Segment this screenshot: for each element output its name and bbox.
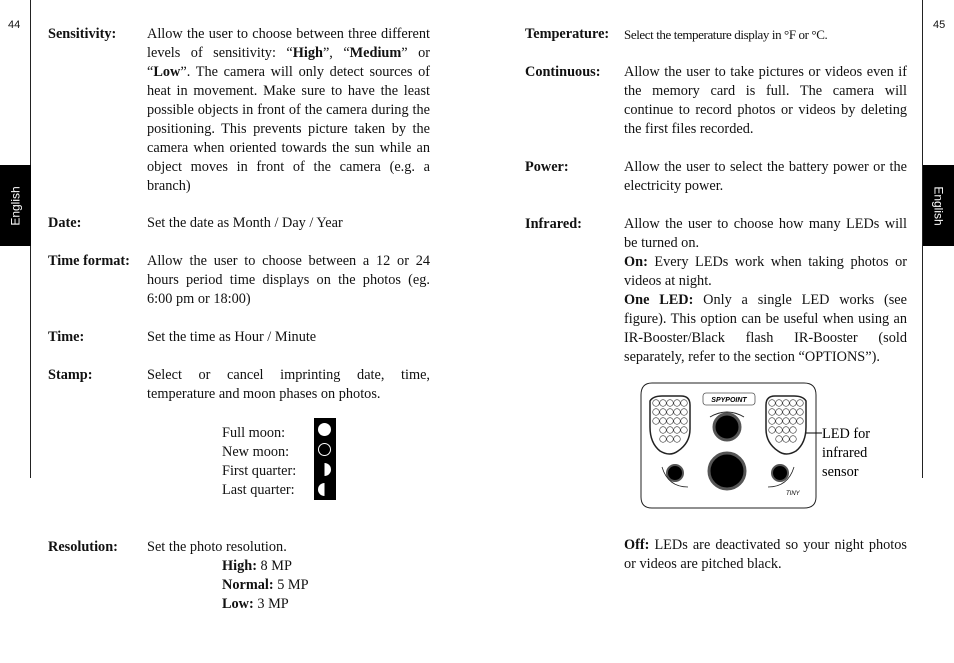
led-dot	[674, 418, 681, 425]
led-dot	[667, 427, 674, 434]
camera-front-figure	[638, 381, 882, 516]
led-dot	[660, 427, 667, 434]
date-desc: Set the date as Month / Day / Year	[147, 215, 343, 231]
lens-top-icon	[714, 414, 740, 440]
led-dot	[681, 400, 688, 407]
led-dot	[776, 418, 783, 425]
first-quarter-label: First quarter:	[222, 463, 297, 479]
led-dot	[681, 427, 688, 434]
led-dot	[790, 409, 797, 416]
continuous-entry	[525, 63, 907, 139]
led-dot	[790, 436, 797, 443]
led-dot	[776, 427, 783, 434]
led-dot	[776, 409, 783, 416]
moon-icons-strip	[314, 418, 336, 500]
callout-text-1: LED for	[822, 426, 871, 442]
resolution-low: Low: 3 MP	[222, 596, 289, 612]
led-dot	[797, 409, 804, 416]
off-desc: Off: LEDs are deactivated so your night photos or videos are pitched black.	[624, 537, 907, 572]
new-moon-icon	[318, 443, 331, 456]
moon-phase-list	[222, 424, 296, 500]
led-dot	[769, 418, 776, 425]
time-desc: Set the time as Hour / Minute	[147, 329, 317, 345]
temperature-desc: Select the temperature display in °F or °C.	[624, 27, 828, 42]
led-dot	[653, 400, 660, 407]
stamp-desc: Select or cancel imprinting date, time, temperature and moon phases on photos.	[147, 367, 430, 402]
led-dot	[790, 418, 797, 425]
infrared-desc: Allow the user to choose how many LEDs will be turned on.	[624, 216, 907, 251]
off-entry	[624, 536, 907, 574]
stamp-term: Stamp:	[48, 367, 93, 383]
led-dot	[783, 418, 790, 425]
led-dot	[783, 436, 790, 443]
led-dot	[783, 427, 790, 434]
language-tab-right: English	[923, 165, 954, 246]
infrared-entry	[525, 215, 907, 367]
camera-illustration	[638, 381, 882, 511]
temperature-entry	[525, 25, 907, 44]
brand-logo-text: SPYPOINT	[711, 397, 747, 404]
resolution-high: High: 8 MP	[222, 558, 292, 574]
last-quarter-moon-icon	[318, 483, 331, 496]
light-sensor-left-icon	[667, 465, 683, 481]
led-dot	[667, 400, 674, 407]
power-desc: Allow the user to select the battery power or the electricity power.	[624, 159, 907, 194]
led-dot	[797, 400, 804, 407]
infrared-on-desc: On: Every LEDs work when taking photos or videos at night.	[624, 254, 907, 289]
date-entry	[48, 214, 430, 233]
page-number-right: 45	[933, 19, 946, 31]
time-format-desc: Allow the user to choose between a 12 or 24 hours period time displays on the photos (eg. 6:00 pm or 18:00)	[147, 253, 430, 307]
time-format-term: Time format:	[48, 253, 130, 269]
led-dot	[667, 436, 674, 443]
full-moon-label: Full moon:	[222, 425, 286, 441]
led-dot	[769, 400, 776, 407]
resolution-term: Resolution:	[48, 539, 118, 555]
led-dot	[653, 418, 660, 425]
callout-text-2: infrared	[822, 445, 868, 461]
resolution-desc: Set the photo resolution.	[147, 539, 287, 555]
sensitivity-desc: Allow the user to choose between three different levels of sensitivity: “High”, “Medium” or “Low”. The camera will only detect sources of heat in movement. Make sure to have the least possible objects in front of the camera during the positioning. This prevents picture taken by the camera when oriented towards the sun while an object moves in front of the camera (e.g. a branch)	[147, 26, 431, 194]
led-dot	[660, 409, 667, 416]
light-sensor-right-icon	[772, 465, 788, 481]
led-dot	[776, 400, 783, 407]
led-dot	[769, 427, 776, 434]
time-format-entry	[48, 252, 430, 309]
date-term: Date:	[48, 215, 82, 231]
sensitivity-term: Sensitivity:	[48, 26, 117, 42]
led-dot	[769, 409, 776, 416]
power-term: Power:	[525, 159, 569, 175]
model-label: TINY	[786, 491, 800, 497]
resolution-normal: Normal: 5 MP	[222, 577, 309, 593]
time-term: Time:	[48, 329, 85, 345]
temperature-term: Temperature:	[525, 26, 610, 42]
callout-text-3: sensor	[822, 464, 859, 480]
led-dot	[681, 409, 688, 416]
language-tab-left: English	[0, 165, 31, 246]
continuous-term: Continuous:	[525, 64, 601, 80]
led-dot	[674, 400, 681, 407]
led-dot	[790, 400, 797, 407]
led-dot	[667, 418, 674, 425]
led-dot	[681, 418, 688, 425]
last-quarter-label: Last quarter:	[222, 482, 295, 498]
led-dot	[660, 400, 667, 407]
infrared-one-led-desc: One LED: Only a single LED works (see figure). This option can be useful when using an IR-Booster/Black flash IR-Booster (sold separately, refer to the section “OPTIONS”).	[624, 292, 907, 365]
new-moon-label: New moon:	[222, 444, 290, 460]
resolution-entry	[48, 538, 430, 614]
led-dot	[674, 427, 681, 434]
led-dot	[776, 436, 783, 443]
motion-sensor-icon	[709, 453, 745, 489]
led-dot	[660, 418, 667, 425]
led-dot	[653, 409, 660, 416]
full-moon-icon	[318, 423, 331, 436]
power-entry	[525, 158, 907, 196]
first-quarter-moon-icon	[318, 463, 331, 476]
led-dot	[674, 436, 681, 443]
page-number-left: 44	[8, 19, 21, 31]
led-dot	[783, 409, 790, 416]
led-dot	[667, 409, 674, 416]
led-dot	[674, 409, 681, 416]
stamp-entry	[48, 366, 430, 404]
led-dot	[790, 427, 797, 434]
infrared-term: Infrared:	[525, 216, 582, 232]
led-dot	[660, 436, 667, 443]
led-dot	[783, 400, 790, 407]
led-dot	[797, 418, 804, 425]
sensitivity-entry	[48, 25, 430, 196]
continuous-desc: Allow the user to take pictures or videos even if the memory card is full. The camera will continue to record photos or videos by deleting the first files recorded.	[624, 64, 907, 137]
time-entry	[48, 328, 430, 347]
